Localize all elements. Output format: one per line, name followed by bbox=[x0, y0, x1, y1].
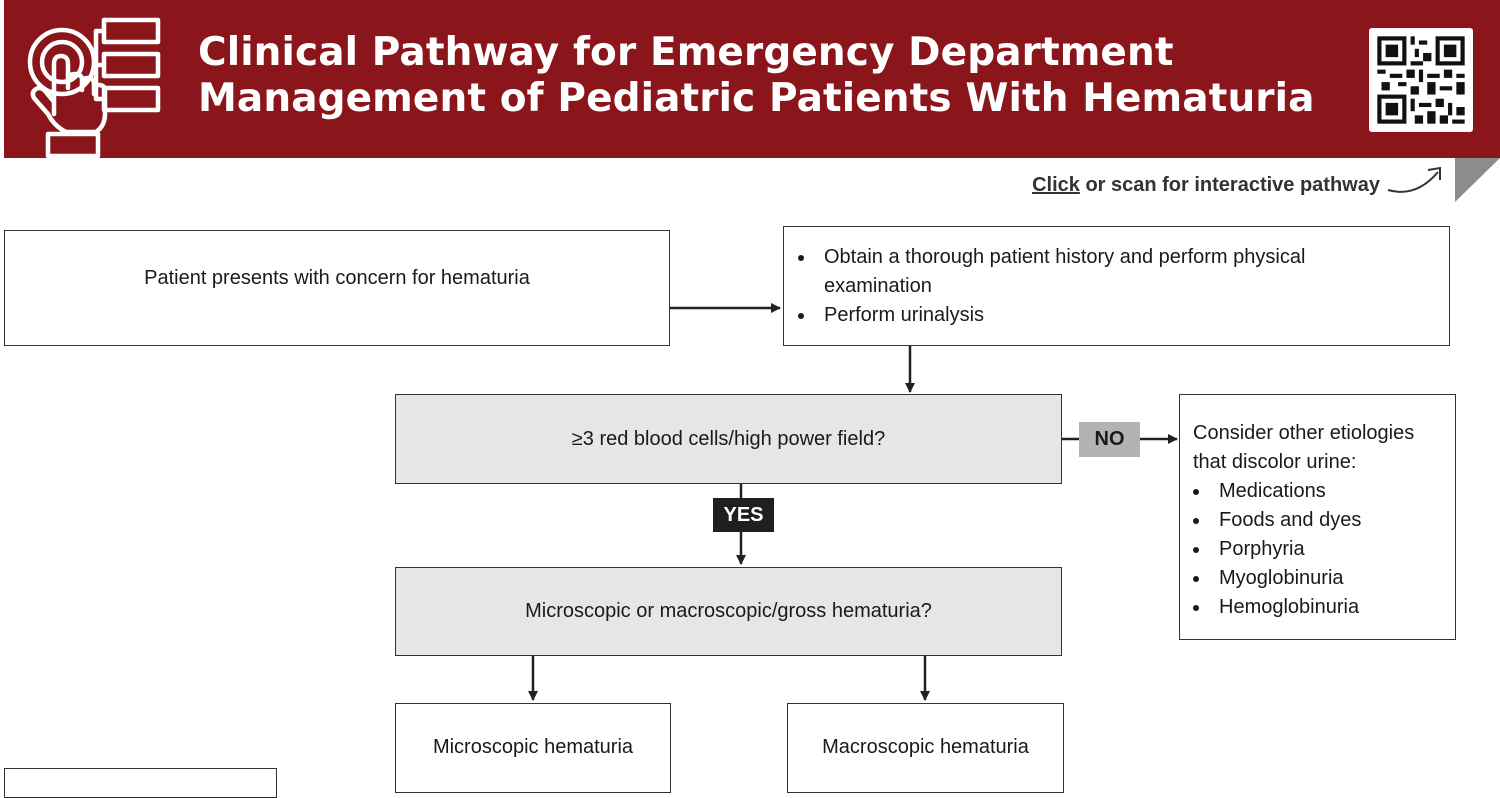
hematuria-type-text: Microscopic or macroscopic/gross hematuria? bbox=[525, 600, 932, 622]
box-other-etiologies bbox=[1179, 394, 1456, 640]
etiologies-list bbox=[1193, 477, 1443, 622]
yes-label: YES bbox=[713, 498, 774, 532]
click-link[interactable]: Click bbox=[1032, 174, 1080, 196]
title-line-2: Management of Pediatric Patients With Hematuria bbox=[198, 76, 1315, 121]
etiologies-heading: Consider other etiologies that discolor urine: bbox=[1193, 422, 1415, 473]
box-patient-presents bbox=[4, 230, 670, 346]
box-history-urinalysis bbox=[783, 226, 1450, 346]
microscopic-text: Microscopic hematuria bbox=[432, 736, 634, 758]
list-item: Porphyria bbox=[1193, 535, 1443, 564]
box-partial-bottom-left bbox=[4, 768, 277, 798]
list-item: Medications bbox=[1193, 477, 1443, 506]
box-macroscopic bbox=[787, 703, 1064, 793]
patient-presents-text: Patient presents with concern for hematuria bbox=[144, 266, 530, 289]
list-item: Perform urinalysis bbox=[798, 301, 1435, 330]
list-item: Hemoglobinuria bbox=[1193, 593, 1443, 622]
list-item: Obtain a thorough patient history and perform physical examination bbox=[798, 243, 1435, 301]
history-list bbox=[798, 243, 1435, 330]
list-item: Foods and dyes bbox=[1193, 506, 1443, 535]
box-hematuria-type bbox=[395, 567, 1062, 656]
box-rbc-question bbox=[395, 394, 1062, 484]
no-label: NO bbox=[1079, 422, 1140, 457]
interactive-rest-text: or scan for interactive pathway bbox=[1079, 174, 1380, 196]
box-microscopic bbox=[395, 703, 671, 793]
list-item: Myoglobinuria bbox=[1193, 564, 1443, 593]
macroscopic-text: Macroscopic hematuria bbox=[822, 736, 1029, 758]
title-line-1: Clinical Pathway for Emergency Department bbox=[198, 30, 1174, 75]
rbc-question-text: ≥3 red blood cells/high power field? bbox=[571, 427, 886, 450]
